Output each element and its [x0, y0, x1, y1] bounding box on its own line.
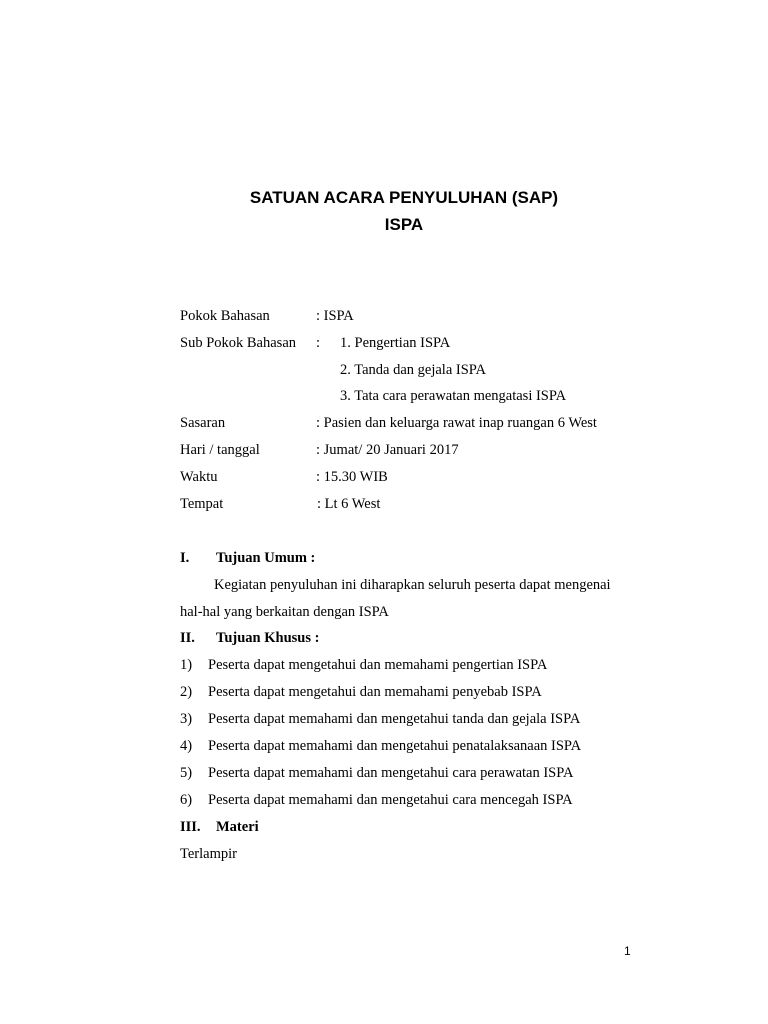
section-heading-tujuan-umum: Tujuan Umum :: [216, 550, 316, 566]
list-item: Peserta dapat memahami dan mengetahui tanda dan gejala ISPA: [208, 711, 581, 727]
pokok-bahasan-label: Pokok Bahasan: [180, 308, 270, 324]
paragraph-line: Kegiatan penyuluhan ini diharapkan seluruh peserta dapat mengenai: [214, 577, 611, 593]
list-item-number: 5): [180, 765, 193, 781]
pokok-bahasan-value: : ISPA: [316, 308, 354, 324]
section-number: III.: [180, 819, 201, 835]
tempat-label: Tempat: [180, 496, 224, 512]
list-item-number: 6): [180, 792, 193, 808]
page-number: 1: [624, 944, 631, 958]
paragraph-line: hal-hal yang berkaitan dengan ISPA: [180, 604, 389, 620]
sub-pokok-label: Sub Pokok Bahasan: [180, 335, 296, 351]
section-number: I.: [180, 550, 190, 566]
list-item: Peserta dapat memahami dan mengetahui penatalaksanaan ISPA: [208, 738, 582, 754]
sub-pokok-item: 2. Tanda dan gejala ISPA: [340, 362, 486, 378]
tempat-value: : Lt 6 West: [317, 496, 381, 512]
document-subtitle: ISPA: [384, 215, 424, 234]
list-item-number: 4): [180, 738, 193, 754]
sasaran-value: : Pasien dan keluarga rawat inap ruangan 6 West: [316, 415, 597, 431]
section-heading-tujuan-khusus: Tujuan Khusus :: [216, 630, 320, 646]
list-item-number: 3): [180, 711, 193, 727]
sub-pokok-colon: :: [316, 335, 321, 351]
materi-text: Terlampir: [180, 846, 237, 862]
sub-pokok-item: 3. Tata cara perawatan mengatasi ISPA: [340, 388, 567, 404]
list-item: Peserta dapat mengetahui dan memahami pengertian ISPA: [208, 657, 548, 673]
list-item: Peserta dapat memahami dan mengetahui cara mencegah ISPA: [208, 792, 573, 808]
list-item: Peserta dapat memahami dan mengetahui cara perawatan ISPA: [208, 765, 574, 781]
waktu-value: : 15.30 WIB: [316, 469, 388, 485]
list-item: Peserta dapat mengetahui dan memahami penyebab ISPA: [208, 684, 542, 700]
list-item-number: 2): [180, 684, 193, 700]
sasaran-label: Sasaran: [180, 415, 226, 431]
sub-pokok-item: 1. Pengertian ISPA: [340, 335, 451, 351]
list-item-number: 1): [180, 657, 193, 673]
document-title: SATUAN ACARA PENYULUHAN (SAP): [249, 188, 559, 207]
hari-tanggal-label: Hari / tanggal: [180, 442, 260, 458]
section-heading-materi: Materi: [216, 819, 259, 835]
waktu-label: Waktu: [180, 469, 218, 485]
hari-tanggal-value: : Jumat/ 20 Januari 2017: [316, 442, 459, 458]
section-number: II.: [180, 630, 195, 646]
